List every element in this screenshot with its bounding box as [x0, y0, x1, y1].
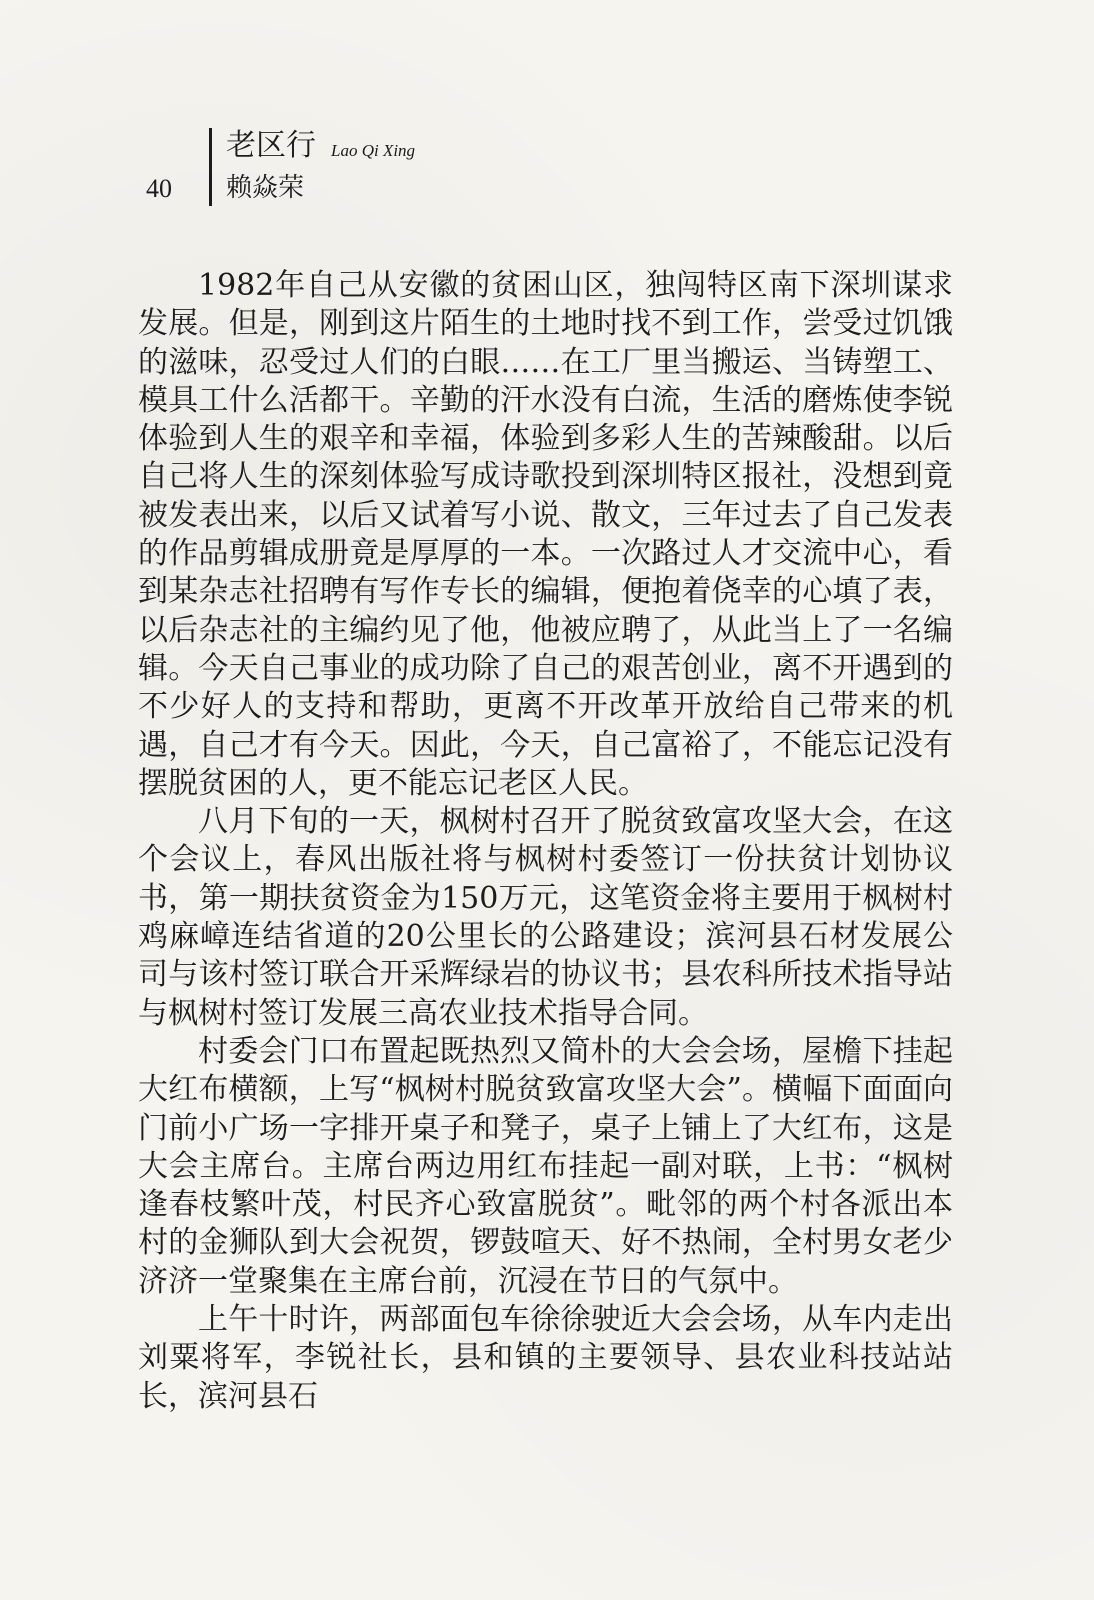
paragraph: 村委会门口布置起既热烈又简朴的大会会场，屋檐下挂起大红布横额，上写“枫树村脱贫致富攻坚大会”。横幅下面面向门前小广场一字排开桌子和凳子，桌子上铺上了大红布，这是大会主席台。主席台两边用红布挂起一副对联，上书：“枫树逢春枝繁叶茂，村民齐心致富脱贫”。毗邻的两个村各派出本村的金狮队到大会祝贺，锣鼓喧天、好不热闹，全村男女老少济济一堂聚集在主席台前，沉浸在节日的气氛中。 — [138, 1033, 953, 1299]
book-title: 老区行 — [226, 128, 316, 163]
page-number: 40 — [146, 174, 172, 203]
paragraph: 1982年自己从安徽的贫困山区，独闯特区南下深圳谋求发展。但是，刚到这片陌生的土地时找不到工作，尝受过饥饿的滋味，忍受过人们的白眼……在工厂里当搬运、当铸塑工、模具工什么活都干。辛勤的汗水没有白流，生活的磨炼使李锐体验到人生的艰辛和幸福，体验到多彩人生的苦辣酸甜。以后自己将人生的深刻体验写成诗歌投到深圳特区报社，没想到竟被发表出来，以后又试着写小说、散文，三年过去了自己发表的作品剪辑成册竟是厚厚的一本。一次路过人才交流中心，看到某杂志社招聘有写作专长的编辑，便抱着侥幸的心填了表，以后杂志社的主编约见了他，他被应聘了，从此当上了一名编辑。今天自己事业的成功除了自己的艰苦创业，离不开遇到的不少好人的支持和帮助，更离不开改革开放给自己带来的机遇，自己才有今天。因此，今天，自己富裕了，不能忘记没有摆脱贫困的人，更不能忘记老区人民。 — [138, 268, 953, 801]
body-text — [138, 267, 953, 1416]
author-name: 赖焱荣 — [226, 173, 305, 203]
header-divider — [209, 128, 212, 206]
book-title-latin: Lao Qi Xing — [331, 141, 416, 160]
paragraph: 八月下旬的一天，枫树村召开了脱贫致富攻坚大会，在这个会议上，春风出版社将与枫树村委签订一份扶贫计划协议书，第一期扶贫资金为150万元，这笔资金将主要用于枫树村鸡麻嶂连结省道的20公里长的公路建设；滨河县石材发展公司与该村签订联合开采辉绿岩的协议书；县农科所技术指导站与枫树村签订发展三高农业技术指导合同。 — [138, 804, 953, 1031]
running-header — [146, 128, 666, 208]
paragraph: 上午十时许，两部面包车徐徐驶近大会会场，从车内走出刘粟将军，李锐社长，县和镇的主要领导、县农业科技站站长，滨河县石 — [138, 1302, 953, 1414]
